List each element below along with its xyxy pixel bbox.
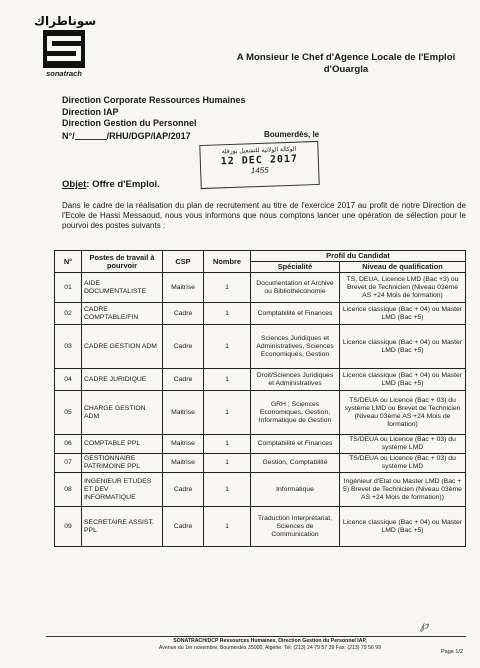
cell-csp: Cadre [163, 507, 204, 547]
table-row [55, 303, 466, 325]
cell-post: CADRE JURIDIQUE [82, 369, 163, 391]
header-num: N° [55, 251, 82, 273]
cell-num: 02 [55, 303, 82, 325]
cell-niveau: TS/DEUA ou Licence (Bac + 03) du système LMD [340, 454, 466, 473]
cell-specialite: GRH ; Sciences Economiques, Gestion, Informatique de Gestion [251, 391, 340, 435]
cell-specialite: Gestion, Comptabilité [251, 454, 340, 473]
table-row [55, 435, 466, 454]
cell-post: GESTIONNAIRE PATRIMOINE PPL [82, 454, 163, 473]
footer [120, 638, 420, 652]
cell-post: INGENIEUR ETUDES ET DEV INFORMATIQUE [82, 473, 163, 507]
handwritten-reference-scribble [75, 130, 107, 140]
footer-line-2: Avenue du 1er novembre, Boumerdès 35000, Algérie. Tel: (213) 24 79 57 39 Fax: (213) 79 56 99 [158, 645, 382, 651]
header-niveau: Niveau de qualification [340, 262, 466, 273]
table-row [55, 473, 466, 507]
table-row [55, 391, 466, 435]
cell-niveau: TS/DEUA ou Licence (Bac + 03) du système LMD ou Brevet de Technicien (Niveau 03ème AS +24 Mois de formation) [340, 391, 466, 435]
table-row [55, 273, 466, 303]
cell-nombre: 1 [204, 273, 251, 303]
header-profil: Profil du Candidat [251, 251, 466, 262]
subject-line [62, 179, 160, 190]
cell-nombre: 1 [204, 435, 251, 454]
table-row [55, 454, 466, 473]
footer-line-1: SONATRACH/DCP Ressources Humaines, Direction Gestion du Personnel IAP, [173, 638, 367, 644]
cell-nombre: 1 [204, 454, 251, 473]
cell-niveau: Licence classique (Bac + 04) ou Master LMD (Bac +5) [340, 369, 466, 391]
cell-post: CADRE GESTION ADM [82, 325, 163, 369]
direction-line-2: Direction IAP [62, 106, 119, 117]
cell-num: 04 [55, 369, 82, 391]
cell-niveau: Ingénieur d'Etat ou Master LMD (Bac + 5) Brevet de Technicien (Niveau 03ème AS +24 Mois de formation)) [340, 473, 466, 507]
cell-num: 07 [55, 454, 82, 473]
positions-table [54, 250, 466, 547]
cell-nombre: 1 [204, 303, 251, 325]
cell-csp: Maitrise [163, 435, 204, 454]
table-row [55, 507, 466, 547]
cell-num: 01 [55, 273, 82, 303]
cell-specialite: Comptabilité et Finances [251, 435, 340, 454]
reference-prefix: N°/ [62, 130, 75, 141]
cell-post: AIDE DOCUMENTALISTE [82, 273, 163, 303]
cell-nombre: 1 [204, 507, 251, 547]
logo-mark-icon [43, 30, 85, 68]
page-number: Page 1/2 [441, 649, 464, 655]
stamp-number: 1455 [250, 165, 269, 176]
reference-number [62, 130, 246, 143]
cell-specialite: Traduction Interprétariat, Sciences de Communication [251, 507, 340, 547]
table-row [55, 369, 466, 391]
cell-csp: Cadre [163, 473, 204, 507]
cell-specialite: Comptabilité et Finances [251, 303, 340, 325]
header-nombre: Nombre [204, 251, 251, 273]
cell-specialite: Documentation et Archive ou Bibliothéconomie [251, 273, 340, 303]
intro-paragraph: Dans le cadre de la réalisation du plan de recrutement au titre de l'exercice 2017 au profit de notre Direction de l'Ecole de Hassi Messaoud, nous vous informons que nous comptons lancer une opération de sélection pour le pourvoi des postes suivants : [62, 201, 466, 230]
direction-line-3: Direction Gestion du Personnel [62, 118, 197, 128]
cell-niveau: Licence classique (Bac + 04) ou Master LMD (Bac +5) [340, 507, 466, 547]
sender-block [62, 95, 246, 142]
cell-num: 09 [55, 507, 82, 547]
cell-num: 08 [55, 473, 82, 507]
cell-post: COMPTABLE PPL [82, 435, 163, 454]
recipient-line-1: A Monsieur le Chef d'Agence Locale de l'Emploi [236, 52, 456, 63]
cell-num: 06 [55, 435, 82, 454]
logo-wordmark: sonatrach [46, 69, 82, 78]
cell-nombre: 1 [204, 325, 251, 369]
cell-csp: Maitrise [163, 454, 204, 473]
cell-niveau: TS, DEUA, Licence LMD (Bac +3) ou Brevet de Technicien (Niveau 03ème AS +24 Mois de formation) [340, 273, 466, 303]
logo-arabic-text: سوناطراك [34, 14, 97, 28]
cell-post: SECRETAIRE ASSIST. PPL [82, 507, 163, 547]
stamp-date: 12 DEC 2017 [220, 153, 299, 168]
cell-niveau: Licence classique (Bac + 04) ou Master LMD (Bac +5) [340, 325, 466, 369]
cell-specialite: Droit/Sciences Juridiques et Administratives [251, 369, 340, 391]
reference-tail: /RHU/DGP/IAP/2017 [106, 130, 191, 141]
direction-line-1: Direction Corporate Ressources Humaines [62, 95, 246, 105]
cell-csp: Cadre [163, 369, 204, 391]
recipient-block [226, 52, 466, 76]
cell-specialite: Sciences Juridiques et Administratives, Sciences Economiques, Gestion [251, 325, 340, 369]
footer-divider [46, 636, 466, 637]
cell-post: CHARGE GESTION ADM [82, 391, 163, 435]
header-csp: CSP [163, 251, 204, 273]
stamp-header: الوكالة الولائية للتشغيل بورقلة [221, 145, 297, 156]
cell-nombre: 1 [204, 369, 251, 391]
cell-num: 05 [55, 391, 82, 435]
place-date: Boumerdès, le [264, 130, 320, 139]
header-post: Postes de travail à pourvoir [82, 251, 163, 273]
table-row [55, 325, 466, 369]
cell-csp: Maitrise [163, 391, 204, 435]
cell-specialite: Informatique [251, 473, 340, 507]
subject-label: Objet [62, 179, 87, 190]
cell-nombre: 1 [204, 391, 251, 435]
header-specialite: Spécialité [251, 262, 340, 273]
recipient-line-2: d'Ouargla [323, 64, 369, 75]
cell-post: CADRE COMPTABLE/FIN [82, 303, 163, 325]
cell-niveau: TS/DEUA ou Licence (Bac + 03) du système LMD [340, 435, 466, 454]
cell-csp: Cadre [163, 303, 204, 325]
cell-num: 03 [55, 325, 82, 369]
subject-text: : Offre d'Emploi. [86, 179, 160, 190]
cell-csp: Cadre [163, 325, 204, 369]
cell-csp: Maitrise [163, 273, 204, 303]
reception-stamp [199, 141, 319, 189]
sonatrach-logo [34, 14, 97, 78]
cell-niveau: Licence classique (Bac + 04) ou Master LMD (Bac +5) [340, 303, 466, 325]
cell-nombre: 1 [204, 473, 251, 507]
handwritten-initials: ℘ [420, 618, 429, 632]
table-header-row [55, 251, 466, 262]
